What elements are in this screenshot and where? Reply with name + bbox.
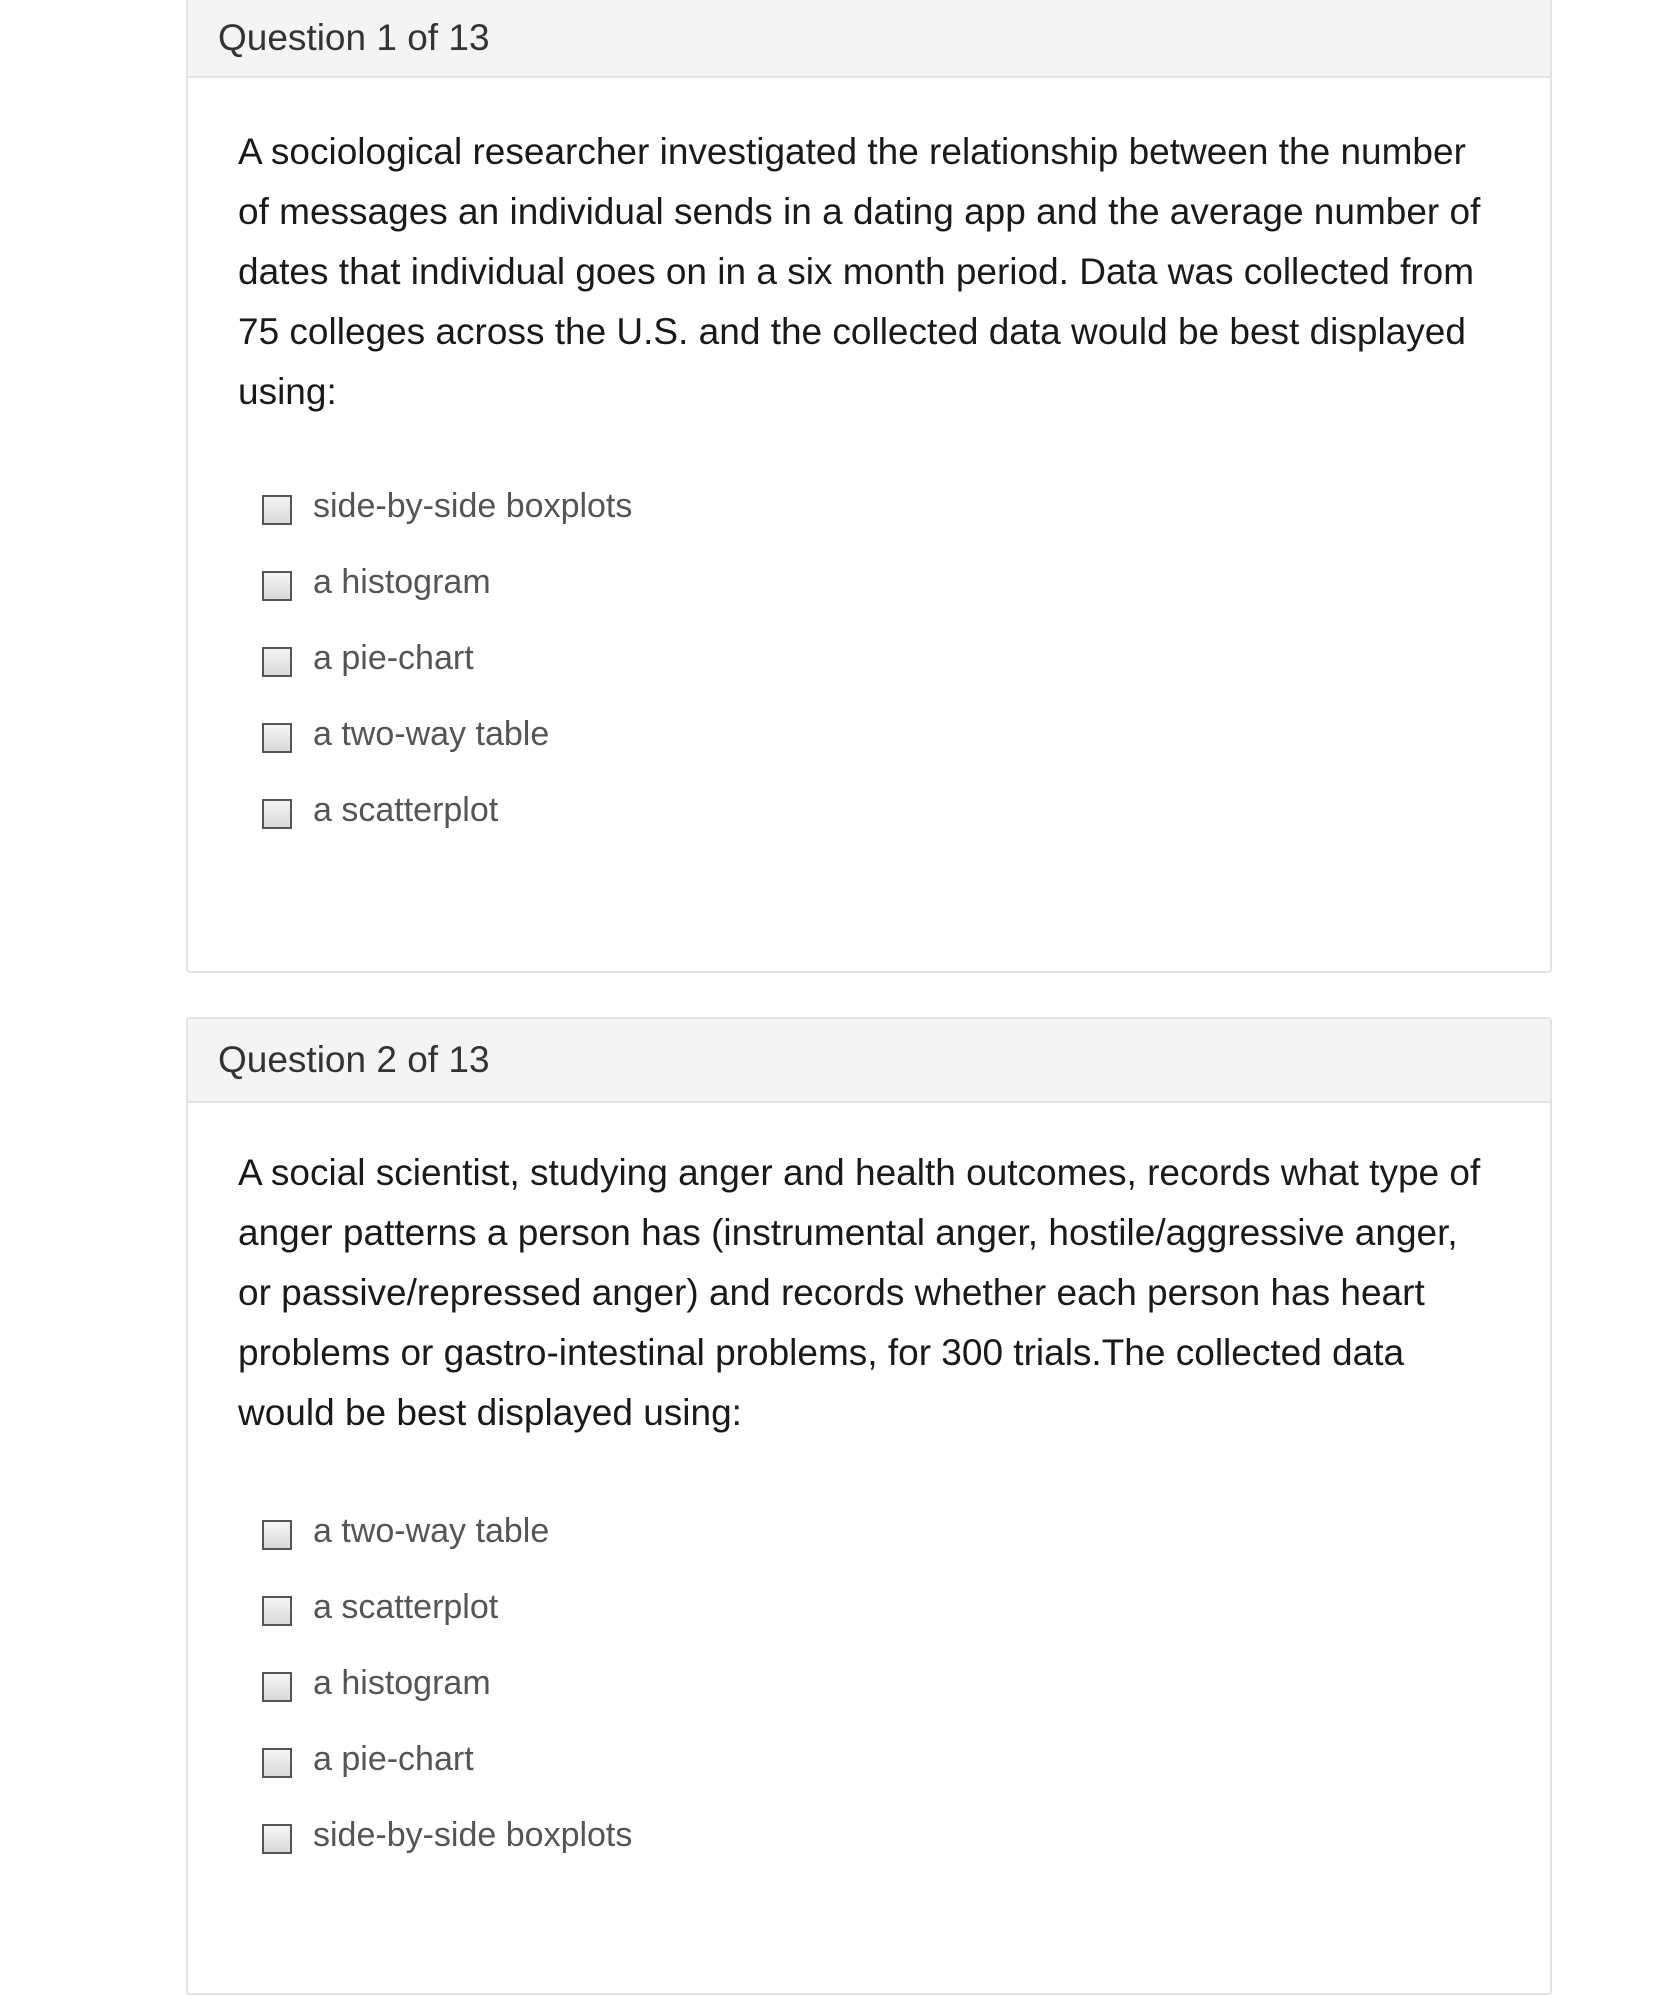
checkbox-icon[interactable] bbox=[262, 1824, 292, 1854]
question-number: Question 1 of 13 bbox=[218, 17, 490, 58]
question-text: A sociological researcher investigated the relationship between the number of messages an individual sends in a dating app and the average number of dates that individual goes on in a six month period. Data was collected from 75 colleges across the U.S. and the collected data would be best displayed using: bbox=[238, 131, 1481, 412]
answer-option-label[interactable]: side-by-side boxplots bbox=[313, 1815, 633, 1854]
checkbox-icon[interactable] bbox=[262, 1672, 292, 1702]
answer-option-label[interactable]: a two-way table bbox=[313, 1511, 550, 1550]
answer-option-label[interactable]: a histogram bbox=[313, 1663, 491, 1702]
answer-option[interactable] bbox=[262, 772, 632, 848]
checkbox-icon[interactable] bbox=[262, 1520, 292, 1550]
question-header bbox=[188, 0, 1550, 78]
answer-option[interactable] bbox=[262, 544, 632, 620]
answer-option-label[interactable]: a histogram bbox=[313, 562, 491, 601]
answer-option-label[interactable]: a pie-chart bbox=[313, 638, 474, 677]
question-header bbox=[188, 1019, 1550, 1103]
answer-options bbox=[262, 1493, 632, 1873]
answer-option-label[interactable]: a pie-chart bbox=[313, 1739, 474, 1778]
answer-option[interactable] bbox=[262, 1569, 632, 1645]
answer-options bbox=[262, 468, 632, 848]
question-card-1 bbox=[186, 0, 1552, 973]
answer-option[interactable] bbox=[262, 468, 632, 544]
answer-option[interactable] bbox=[262, 1797, 632, 1873]
answer-option[interactable] bbox=[262, 1721, 632, 1797]
answer-option[interactable] bbox=[262, 1493, 632, 1569]
answer-option[interactable] bbox=[262, 620, 632, 696]
question-card-2 bbox=[186, 1017, 1552, 1995]
checkbox-icon[interactable] bbox=[262, 723, 292, 753]
checkbox-icon[interactable] bbox=[262, 1748, 292, 1778]
answer-option-label[interactable]: a scatterplot bbox=[313, 790, 499, 829]
question-number: Question 2 of 13 bbox=[218, 1039, 490, 1080]
answer-option[interactable] bbox=[262, 1645, 632, 1721]
checkbox-icon[interactable] bbox=[262, 1596, 292, 1626]
answer-option-label[interactable]: side-by-side boxplots bbox=[313, 486, 633, 525]
answer-option-label[interactable]: a two-way table bbox=[313, 714, 550, 753]
checkbox-icon[interactable] bbox=[262, 799, 292, 829]
answer-option-label[interactable]: a scatterplot bbox=[313, 1587, 499, 1626]
question-text: A social scientist, studying anger and health outcomes, records what type of anger patterns a person has (instrumental anger, hostile/aggressive anger, or passive/repressed anger) and records whether each person has heart problems or gastro-intestinal problems, for 300 trials.The collected data would be best displayed using: bbox=[238, 1152, 1481, 1433]
checkbox-icon[interactable] bbox=[262, 571, 292, 601]
answer-option[interactable] bbox=[262, 696, 632, 772]
checkbox-icon[interactable] bbox=[262, 495, 292, 525]
checkbox-icon[interactable] bbox=[262, 647, 292, 677]
